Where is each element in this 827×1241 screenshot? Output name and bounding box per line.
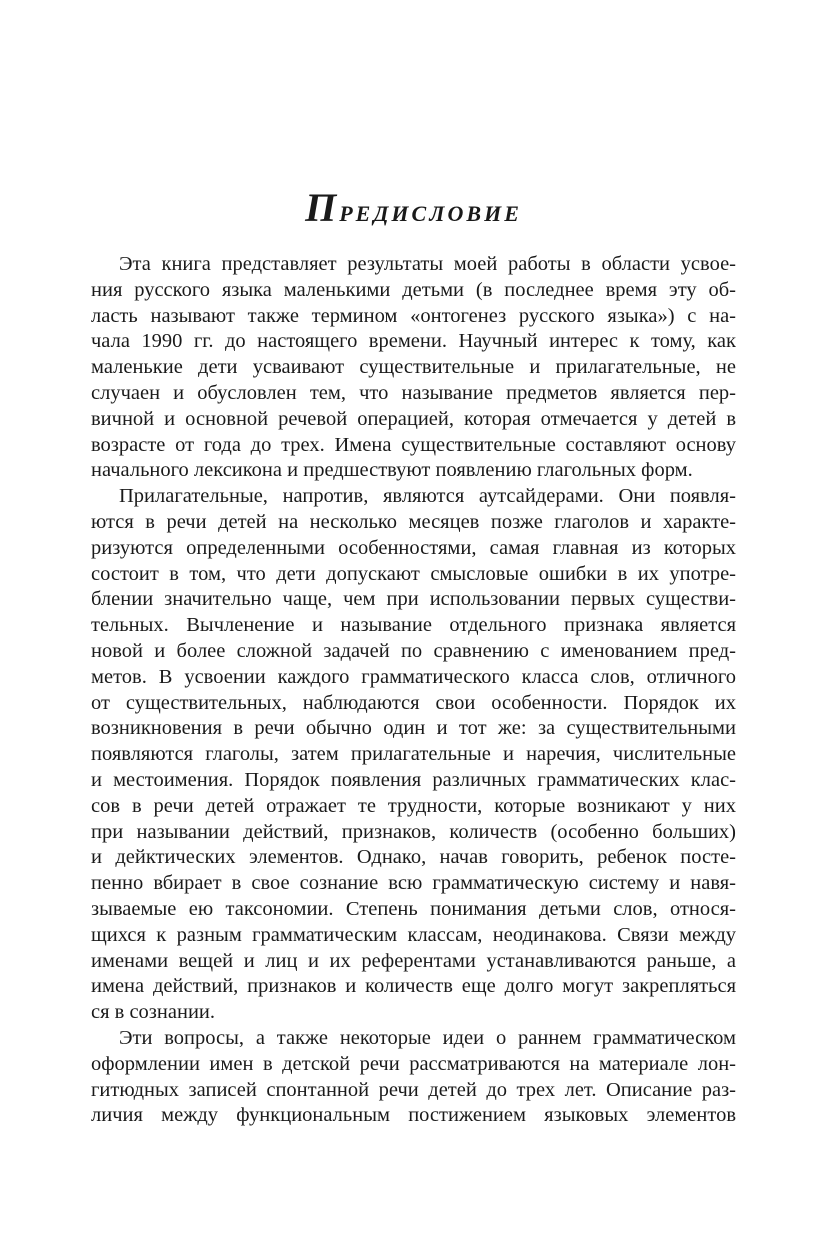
text-line: чала 1990 гг. до настоящего времени. Научный интерес к тому, как <box>91 330 736 353</box>
text-line: оформлении имен в детской речи рассматриваются на материале лон- <box>91 1052 736 1075</box>
page-title <box>0 185 827 231</box>
text-line: и местоимения. Порядок появления различных грамматических клас- <box>91 768 736 791</box>
text-line: новой и более сложной задачей по сравнению с именованием пред- <box>91 639 736 662</box>
text-line: начального лексикона и предшествуют появлению глагольных форм. <box>91 459 693 482</box>
text-line: именами вещей и лиц и их референтами устанавливаются раньше, а <box>91 949 736 972</box>
text-line: Прилагательные, напротив, являются аутсайдерами. Они появля- <box>119 485 736 508</box>
paragraph-2 <box>91 484 736 1026</box>
text-line: гитюдных записей спонтанной речи детей до трех лет. Описание раз- <box>91 1078 736 1101</box>
text-line: тельных. Вычленение и называние отдельного признака является <box>91 614 736 637</box>
text-line: зываемые ею таксономии. Степень понимания детьми слов, относя- <box>91 897 736 920</box>
text-line: состоит в том, что дети допускают смысловые ошибки в их употре- <box>91 562 736 585</box>
text-line: Эти вопросы, а также некоторые идеи о раннем грамматическом <box>119 1026 736 1049</box>
text-line: блении значительно чаще, чем при использовании первых существи- <box>91 588 736 611</box>
title-rest: редисловие <box>339 193 522 228</box>
text-line: метов. В усвоении каждого грамматического класса слов, отличного <box>91 665 736 688</box>
text-line: имена действий, признаков и количеств еще долго могут закрепляться <box>91 975 736 998</box>
text-line: ются в речи детей на несколько месяцев позже глаголов и характе- <box>91 510 736 533</box>
body-text <box>91 252 736 1129</box>
title-initial: П <box>305 185 340 230</box>
text-line: ния русского языка маленькими детьми (в последнее время эту об- <box>91 278 736 301</box>
text-line: от существительных, наблюдаются свои особенности. Порядок их <box>91 691 736 714</box>
text-line: появляются глаголы, затем прилагательные и наречия, числительные <box>91 743 736 766</box>
text-line: маленькие дети усваивают существительные и прилагательные, не <box>91 356 736 379</box>
paragraph-1 <box>91 252 736 484</box>
text-line: Эта книга представляет результаты моей работы в области усвое- <box>119 253 736 275</box>
text-line: при назывании действий, признаков, количеств (особенно больших) <box>91 820 736 843</box>
paragraph-3 <box>91 1026 736 1129</box>
text-line: сов в речи детей отражает те трудности, которые возникают у них <box>91 794 736 817</box>
text-line: возникновения в речи обычно один и тот же: за существительными <box>91 717 736 740</box>
text-line: вичной и основной речевой операцией, которая отмечается у детей в <box>91 407 736 430</box>
text-line: случаен и обусловлен тем, что называние предметов является пер- <box>91 381 736 404</box>
text-line: ласть называют также термином «онтогенез русского языка») с на- <box>91 304 736 327</box>
text-line: возрасте от года до трех. Имена существительные составляют основу <box>91 433 736 456</box>
text-line: ризуются определенными особенностями, самая главная из которых <box>91 536 736 559</box>
text-line: личия между функциональным постижением языковых элементов <box>91 1104 736 1127</box>
text-line: ся в сознании. <box>91 1001 216 1024</box>
text-line: пенно вбирает в свое сознание всю грамматическую систему и навя- <box>91 872 736 895</box>
text-line: щихся к разным грамматическим классам, неодинакова. Связи между <box>91 923 736 946</box>
text-line: и дейктических элементов. Однако, начав говорить, ребенок посте- <box>91 846 736 869</box>
